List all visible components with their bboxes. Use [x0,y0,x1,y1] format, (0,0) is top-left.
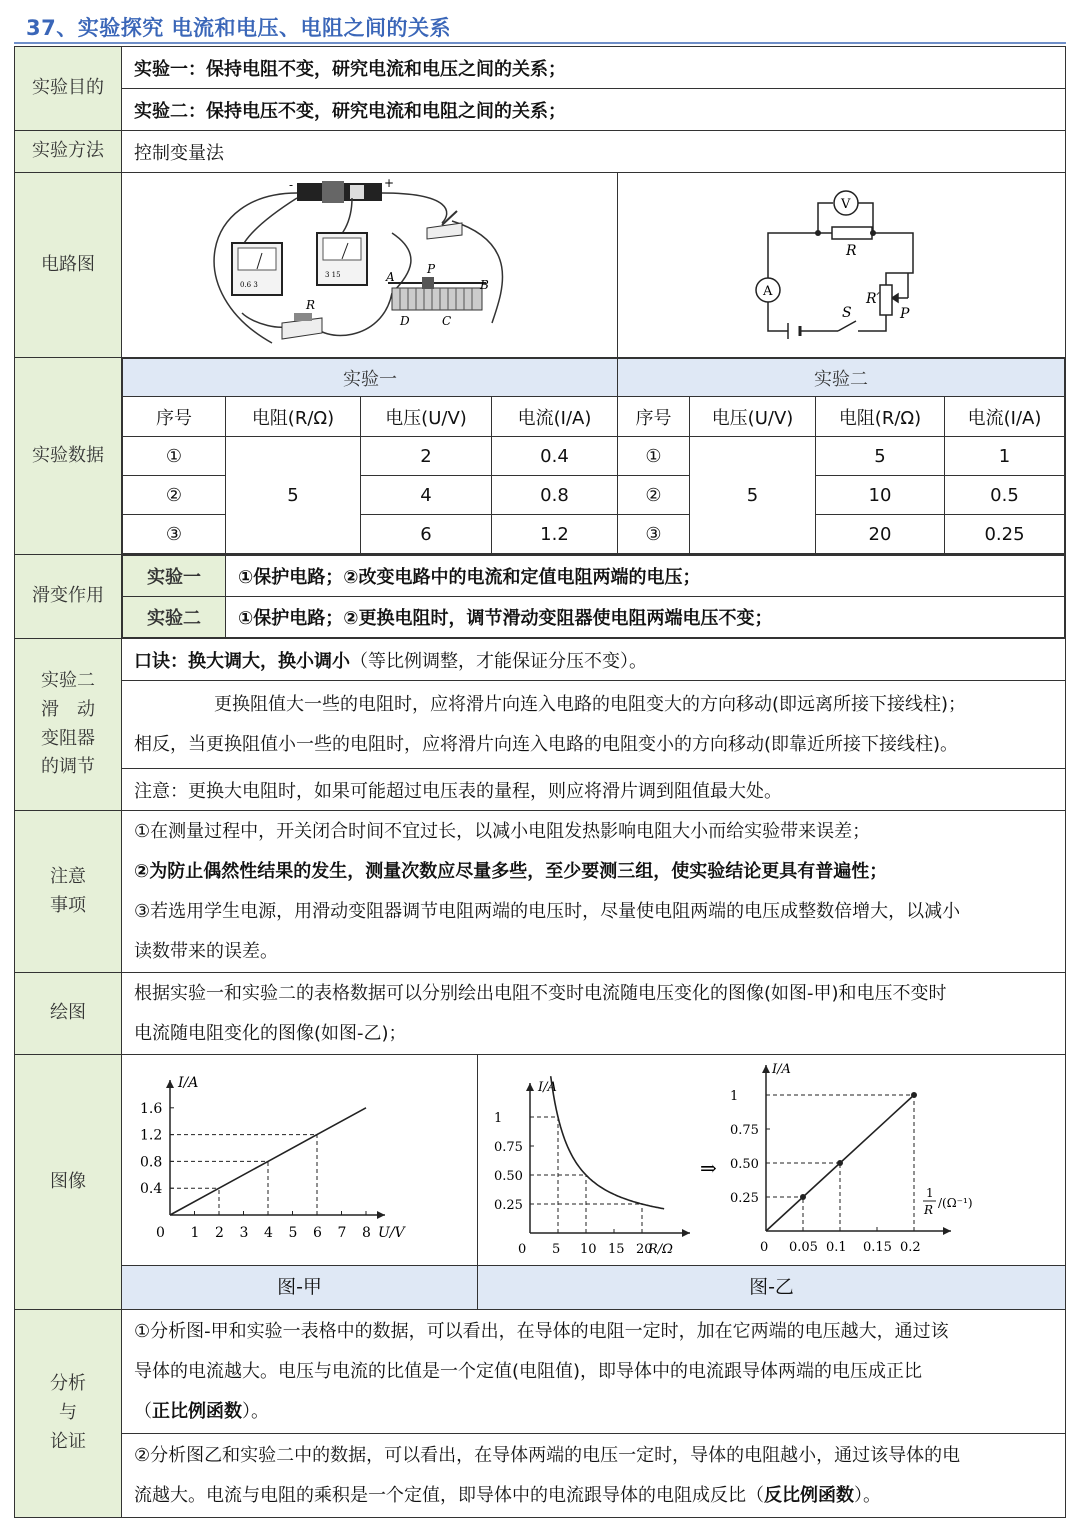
rheostat-exp1-text: ①保护电路；②改变电路中的电流和定值电阻两端的电压； [226,556,1065,597]
y-axis-arrow [166,1080,174,1088]
x-tick-label: 0 [156,1225,165,1241]
exp1-current: 1.2 [492,515,618,554]
x-tick-label: 2 [215,1225,224,1241]
x-tick-label: 0.15 [863,1240,892,1255]
adjust-para1: 更换阻值大一些的电阻时，应将滑片向连入电路的电阻变大的方向移动(即远离所接下接线柱)； [214,693,967,715]
data-label: 实验数据 [15,358,122,555]
adjust-rule-bold: 口诀：换大调大，换小调小 [134,650,350,672]
y-tick-label: 0.50 [494,1169,523,1184]
drawing-body [122,973,1066,1055]
rheostat-exp2-text: ①保护电路；②更换电阻时，调节滑动变阻器使电阻两端电压不变； [226,597,1065,638]
x-tick-label: 0 [760,1240,769,1255]
x-tick-label: 0.05 [789,1240,818,1255]
svg-text:P: P [427,262,436,276]
exp2-current: 1 [945,437,1065,476]
analysis-p1c-bold: 正比例函数 [152,1400,242,1422]
exp1-header: 电流(I/A) [492,397,618,437]
y-tick-label: 0.75 [494,1140,523,1155]
adjust-label: 实验二 滑 动 变阻器 的调节 [15,639,122,811]
caption-yi: 图-乙 [749,1276,794,1298]
note-item-3b: 读数带来的误差。 [134,940,278,962]
svg-text:A: A [386,270,395,284]
exp1-voltage: 2 [361,437,492,476]
graphs-label: 图像 [15,1055,122,1310]
analysis-label: 分析 与 论证 [15,1310,122,1518]
y-tick-label: 1.2 [140,1127,163,1144]
transform-arrow: ⇒ [700,1156,717,1180]
analysis-p2b: 流越大。电流与电阻的乘积是一个定值，即导体中的电流跟导体的电阻成反比（ [134,1484,764,1506]
y-axis-label: I/A [178,1075,199,1091]
analysis-para2 [122,1434,1066,1518]
exp2-current: 0.5 [945,476,1065,515]
x-tick-label: 6 [313,1225,322,1241]
circuit-schematic [618,173,1068,357]
y-tick-label: 0.25 [730,1191,759,1206]
exp1-header: 电阻(R/Ω) [226,397,361,437]
chart-yi [478,1055,1074,1265]
x-tick-label: 20 [636,1242,653,1257]
y-tick-label: 0.50 [730,1157,759,1172]
x-axis-label: U/V [378,1225,405,1241]
note-item-3a: ③若选用学生电源，用滑动变阻器调节电阻两端的电压时，尽量使电阻两端的电压成整数倍增大，以减小 [134,900,961,922]
rheostat-table [122,555,1065,638]
adjust-rule [122,639,1066,681]
y-axis-arrow [762,1065,770,1073]
svg-text:P: P [900,306,910,322]
x-tick-label: 5 [552,1242,561,1257]
x-tick-label: 5 [288,1225,298,1241]
analysis-para1 [122,1310,1066,1434]
method-value: 控制变量法 [122,131,1066,173]
series-curve [551,1076,664,1209]
x-axis-arrow [943,1227,951,1235]
exp2-resistance: 10 [816,476,945,515]
exp1-header: 电压(U/V) [361,397,492,437]
exp2-resistance: 5 [816,437,945,476]
purpose-label: 实验目的 [15,47,122,131]
caption-jia: 图-甲 [122,1266,478,1309]
exp1-resistance: 5 [226,437,361,554]
x-tick-label: 15 [608,1242,625,1257]
y-tick-label: 0.4 [140,1181,163,1198]
purpose-exp1: 实验一：保持电阻不变，研究电流和电压之间的关系； [122,47,1066,89]
analysis-p2b-bold: 反比例函数 [764,1484,854,1506]
rheostat-exp2-label: 实验二 [123,597,226,638]
svg-text:R: R [306,298,316,312]
purpose-exp2: 实验二：保持电压不变，研究电流和电阻之间的关系； [122,89,1066,131]
exp2-voltage: 5 [690,437,816,554]
seq-cell: ① [123,437,226,476]
rheostat-exp1-label: 实验一 [123,556,226,597]
analysis-p1c-close: ）。 [242,1400,269,1422]
circuit-photo-illustration [122,173,617,357]
notes-label: 注意 事项 [15,811,122,973]
note-item-1: ①在测量过程中，开关闭合时间不宜过长，以减小电阻发热影响电阻大小而给实验带来误差； [134,820,871,842]
svg-text:S: S [842,305,852,321]
page-title: 37、实验探究 电流和电压、电阻之间的关系 [26,16,452,40]
x-axis-label-den: R [924,1203,934,1217]
y-tick-label: 1.6 [140,1100,163,1117]
seq-cell: ① [618,437,690,476]
note-item-2: ②为防止偶然性结果的发生，测量次数应尽量多些，至少要测三组，使实验结论更具有普遍性； [134,860,888,882]
y-axis-label: I/A [772,1062,791,1077]
exp1-voltage: 4 [361,476,492,515]
analysis-p1a: ①分析图-甲和实验一表格中的数据，可以看出，在导体的电阻一定时，加在它两端的电压越大，通过该 [134,1320,949,1342]
x-tick-label: 0.1 [826,1240,847,1255]
exp1-current: 0.4 [492,437,618,476]
data-table [122,358,1065,554]
x-tick-label: 8 [362,1225,371,1241]
analysis-p2a: ②分析图乙和实验二中的数据，可以看出，在导体两端的电压一定时，导体的电阻越小，通过该导体的电 [134,1444,961,1466]
adjust-para2: 相反，当更换阻值小一些的电阻时，应将滑片向连入电路的电阻变小的方向移动(即靠近所接下接线柱)。 [134,733,959,755]
adjust-paragraph [122,681,1066,769]
drawing-label: 绘图 [15,973,122,1055]
x-tick-label: 7 [337,1225,347,1241]
exp1-current: 0.8 [492,476,618,515]
svg-text:-: - [289,178,294,192]
exp2-resistance: 20 [816,515,945,554]
exp2-title: 实验二 [618,359,1065,397]
exp1-title: 实验一 [123,359,618,397]
x-axis-arrow [682,1229,690,1237]
analysis-p1b: 导体的电流越大。电压与电流的比值是一个定值(电阻值)，即导体中的电流跟导体两端的电压成正比 [134,1360,923,1382]
x-axis-arrow [377,1211,385,1219]
summary-table [14,46,1066,1518]
x-tick-label: 1 [190,1225,200,1241]
drawing-text-2: 电流随电阻变化的图像(如图-乙)； [134,1022,407,1044]
notes-body [122,811,1066,973]
svg-text:0.6 3: 0.6 3 [240,281,258,289]
x-tick-label: 0 [518,1242,527,1257]
exp2-header: 电流(I/A) [945,397,1065,437]
exp2-header: 电阻(R/Ω) [816,397,945,437]
seq-cell: ③ [618,515,690,554]
y-tick-label: 0.8 [140,1154,163,1171]
exp1-voltage: 6 [361,515,492,554]
exp2-header: 序号 [618,397,690,437]
y-tick-label: 0.75 [730,1123,759,1138]
circuit-photo [122,173,618,357]
x-tick-label: 10 [580,1242,597,1257]
svg-text:R′: R′ [866,291,880,307]
adjust-rule-rest: （等比例调整，才能保证分压不变）。 [350,650,647,672]
svg-text:B: B [480,278,489,292]
x-tick-label: 0.2 [900,1240,921,1255]
drawing-text-1: 根据实验一和实验二的表格数据可以分别绘出电阻不变时电流随电压变化的图像(如图-甲)和电压不变时 [134,982,947,1004]
circuit-label: 电路图 [15,173,122,358]
x-tick-label: 4 [264,1225,273,1241]
title-underline [14,42,1066,44]
svg-text:V: V [841,197,851,212]
y-tick-label: 1 [494,1111,503,1126]
seq-cell: ② [618,476,690,515]
seq-cell: ② [123,476,226,515]
exp2-header: 电压(U/V) [690,397,816,437]
svg-text:A: A [763,284,773,299]
y-tick-label: 0.25 [494,1198,523,1213]
svg-text:D: D [400,314,410,328]
adjust-note: 注意：更换大电阻时，如果可能超过电压表的量程，则应将滑片调到阻值最大处。 [122,769,1066,811]
svg-text:+: + [384,176,395,190]
x-axis-label-num: 1 [926,1186,934,1200]
x-axis-label-unit: /(Ω⁻¹) [938,1196,973,1210]
exp2-current: 0.25 [945,515,1065,554]
x-tick-label: 3 [239,1225,249,1241]
analysis-p1c-open: （ [134,1400,152,1422]
seq-cell: ③ [123,515,226,554]
x-axis-label: R/Ω [648,1242,673,1257]
analysis-p2b-close: ）。 [854,1484,881,1506]
svg-text:3 15: 3 15 [325,271,341,279]
svg-text:C: C [442,314,452,328]
method-label: 实验方法 [15,131,122,173]
svg-text:R: R [846,243,857,259]
exp1-header: 序号 [123,397,226,437]
chart-jia [122,1055,477,1265]
circuit-schematic-diagram [618,173,1068,357]
rheostat-label: 滑变作用 [15,555,122,639]
y-axis-arrow [526,1083,534,1091]
y-tick-label: 1 [730,1089,739,1104]
y-axis-label: I/A [538,1080,557,1095]
